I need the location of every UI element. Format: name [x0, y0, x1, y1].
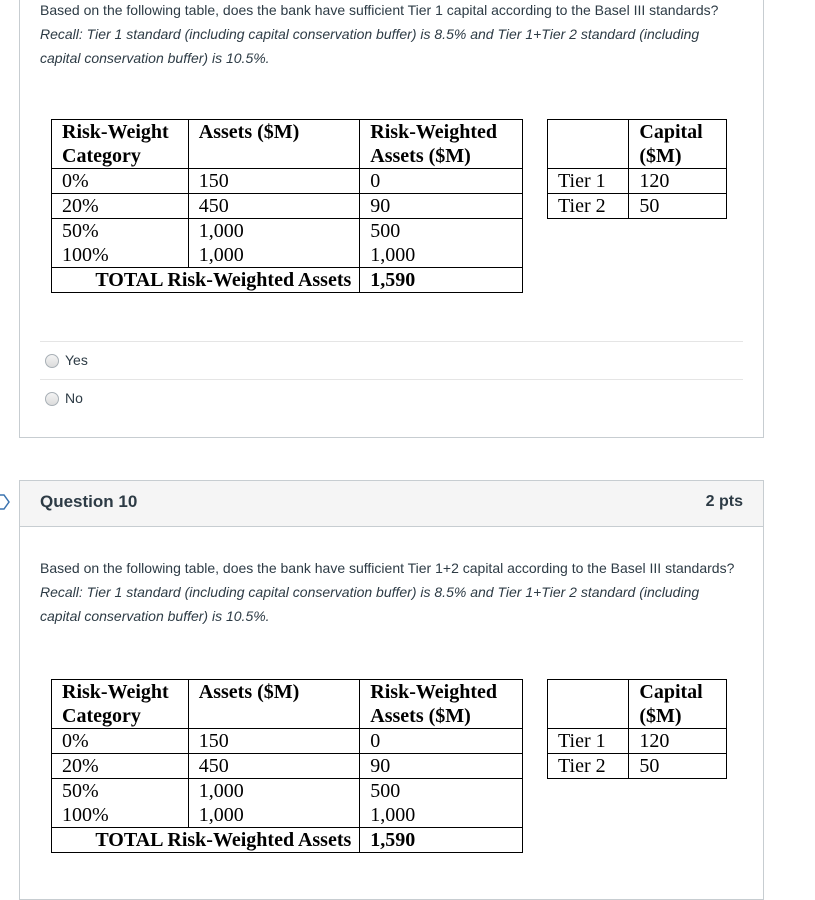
- question-9-text: [40, 0, 743, 70]
- risk-weight-table: [51, 119, 523, 293]
- table-row: Tier 1 120: [548, 169, 727, 194]
- header-assets: Assets ($M): [188, 680, 360, 729]
- table-row: 50% 1,000 500: [52, 219, 523, 244]
- total-value: 1,590: [360, 828, 523, 853]
- total-label: TOTAL Risk-Weighted Assets: [52, 268, 360, 293]
- table-row: 0% 150 0: [52, 729, 523, 754]
- total-label: TOTAL Risk-Weighted Assets: [52, 828, 360, 853]
- header-rwa: Risk-Weighted Assets ($M): [360, 680, 523, 729]
- table-row: 0% 150 0: [52, 169, 523, 194]
- risk-weight-table: [51, 679, 523, 853]
- table-row: 100% 1,000 1,000: [52, 803, 523, 828]
- header-category: Risk-Weight Category: [52, 680, 189, 729]
- total-row: [52, 828, 523, 853]
- table-row: 50% 1,000 500: [52, 779, 523, 804]
- table-row: Tier 2 50: [548, 194, 727, 219]
- question-9-panel: [19, 0, 764, 438]
- question-10-panel: [19, 480, 764, 900]
- recall-note: Recall: Tier 1 standard (including capital conservation buffer) is 8.5% and Tier 1+Tier 2 standard (including capital conservation buffer) is 10.5%.: [40, 26, 700, 66]
- table-row: 20% 450 90: [52, 194, 523, 219]
- capital-table: [547, 679, 727, 779]
- radio-button[interactable]: [45, 392, 59, 406]
- capital-table: [547, 119, 727, 219]
- total-value: 1,590: [360, 268, 523, 293]
- question-prompt: Based on the following table, does the bank have sufficient Tier 1 capital according to the Basel III standards?: [40, 2, 719, 18]
- recall-note: Recall: Tier 1 standard (including capital conservation buffer) is 8.5% and Tier 1+Tier 2 standard (including capital conservation buffer) is 10.5%.: [40, 584, 700, 624]
- answer-option-yes[interactable]: Yes: [40, 341, 743, 380]
- answer-option-no[interactable]: No: [40, 379, 743, 418]
- capital-header: Capital ($M): [629, 680, 727, 729]
- question-points: 2 pts: [705, 493, 743, 510]
- question-10-text: [40, 556, 743, 628]
- capital-header: Capital ($M): [629, 120, 727, 169]
- table-row: 20% 450 90: [52, 754, 523, 779]
- table-row: Tier 2 50: [548, 754, 727, 779]
- header-rwa: Risk-Weighted Assets ($M): [360, 120, 523, 169]
- question-title: Question 10: [40, 492, 138, 511]
- question-header: [20, 481, 763, 527]
- table-row: 100% 1,000 1,000: [52, 243, 523, 268]
- radio-button[interactable]: [45, 354, 59, 368]
- question-prompt: Based on the following table, does the bank have sufficient Tier 1+2 capital according to the Basel III standards?: [40, 560, 735, 576]
- bookmark-arrow-icon[interactable]: [0, 494, 10, 510]
- table-row: Tier 1 120: [548, 729, 727, 754]
- header-category: Risk-Weight Category: [52, 120, 189, 169]
- header-assets: Assets ($M): [188, 120, 360, 169]
- total-row: [52, 268, 523, 293]
